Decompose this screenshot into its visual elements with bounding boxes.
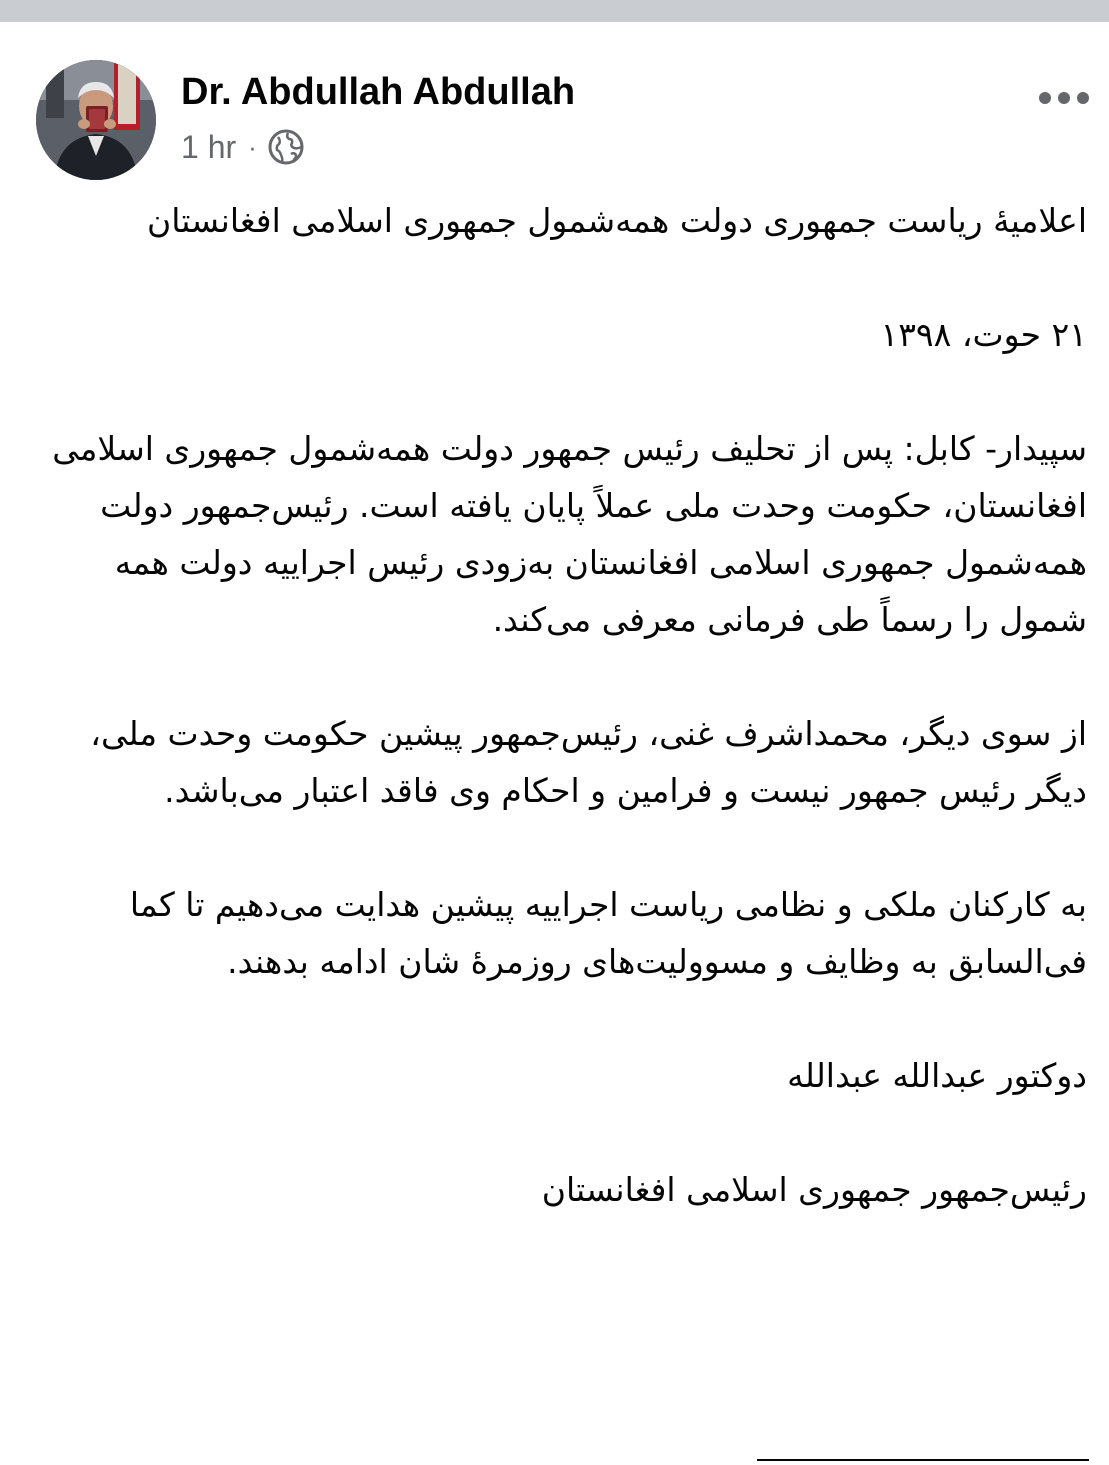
post-signature-title: رئیس‌جمهور جمهوری اسلامی افغانستان: [541, 1170, 1087, 1209]
globe-icon[interactable]: [267, 128, 305, 166]
post-meta: [181, 125, 305, 169]
post-paragraph-2: از سوی دیگر، محمداشرف غنی، رئیس‌جمهور پیشین حکومت وحدت ملی، دیگر رئیس جمهور نیست و فرامین و احکام وی فاقد اعتبار می‌باشد.: [90, 714, 1087, 810]
more-options-button[interactable]: [1036, 80, 1092, 116]
post-paragraph-1: سپیدار- کابل: پس از تحلیف رئیس جمهور دولت همه‌شمول جمهوری اسلامی افغانستان، حکومت وحدت ملی عملاً پایان یافته است. رئیس‌جمهور دولت همه‌شمول جمهوری اسلامی افغانستان به‌زودی رئیس اجراییه دولت همه شمول را رسماً طی فرمانی معرفی می‌کند.: [52, 429, 1087, 639]
top-strip: [0, 0, 1109, 22]
author-name[interactable]: Dr. Abdullah Abdullah: [181, 71, 576, 113]
post-body: [40, 192, 1087, 1218]
post-paragraph-date: ۲۱ حوت، ۱۳۹۸: [880, 315, 1087, 354]
avatar[interactable]: [36, 60, 156, 180]
post-time[interactable]: 1 hr: [181, 128, 237, 165]
post-paragraph-title: اعلامیۀ ریاست جمهوری دولت همه‌شمول جمهوری اسلامی افغانستان: [146, 201, 1087, 240]
more-options-icon: [1036, 91, 1092, 105]
post-paragraph-3: به کارکنان ملکی و نظامی ریاست اجراییه پیشین هدایت می‌دهیم تا کما فی‌السابق به وظایف و مسوولیت‌های روزمرۀ شان ادامه بدهند.: [129, 885, 1087, 981]
signature-underline: [757, 1459, 1089, 1461]
post-signature-name: دوکتور عبدالله عبدالله: [787, 1056, 1087, 1095]
avatar-photo-icon: [36, 60, 156, 180]
meta-separator: ·: [248, 131, 257, 162]
post-card: [0, 22, 1109, 1465]
